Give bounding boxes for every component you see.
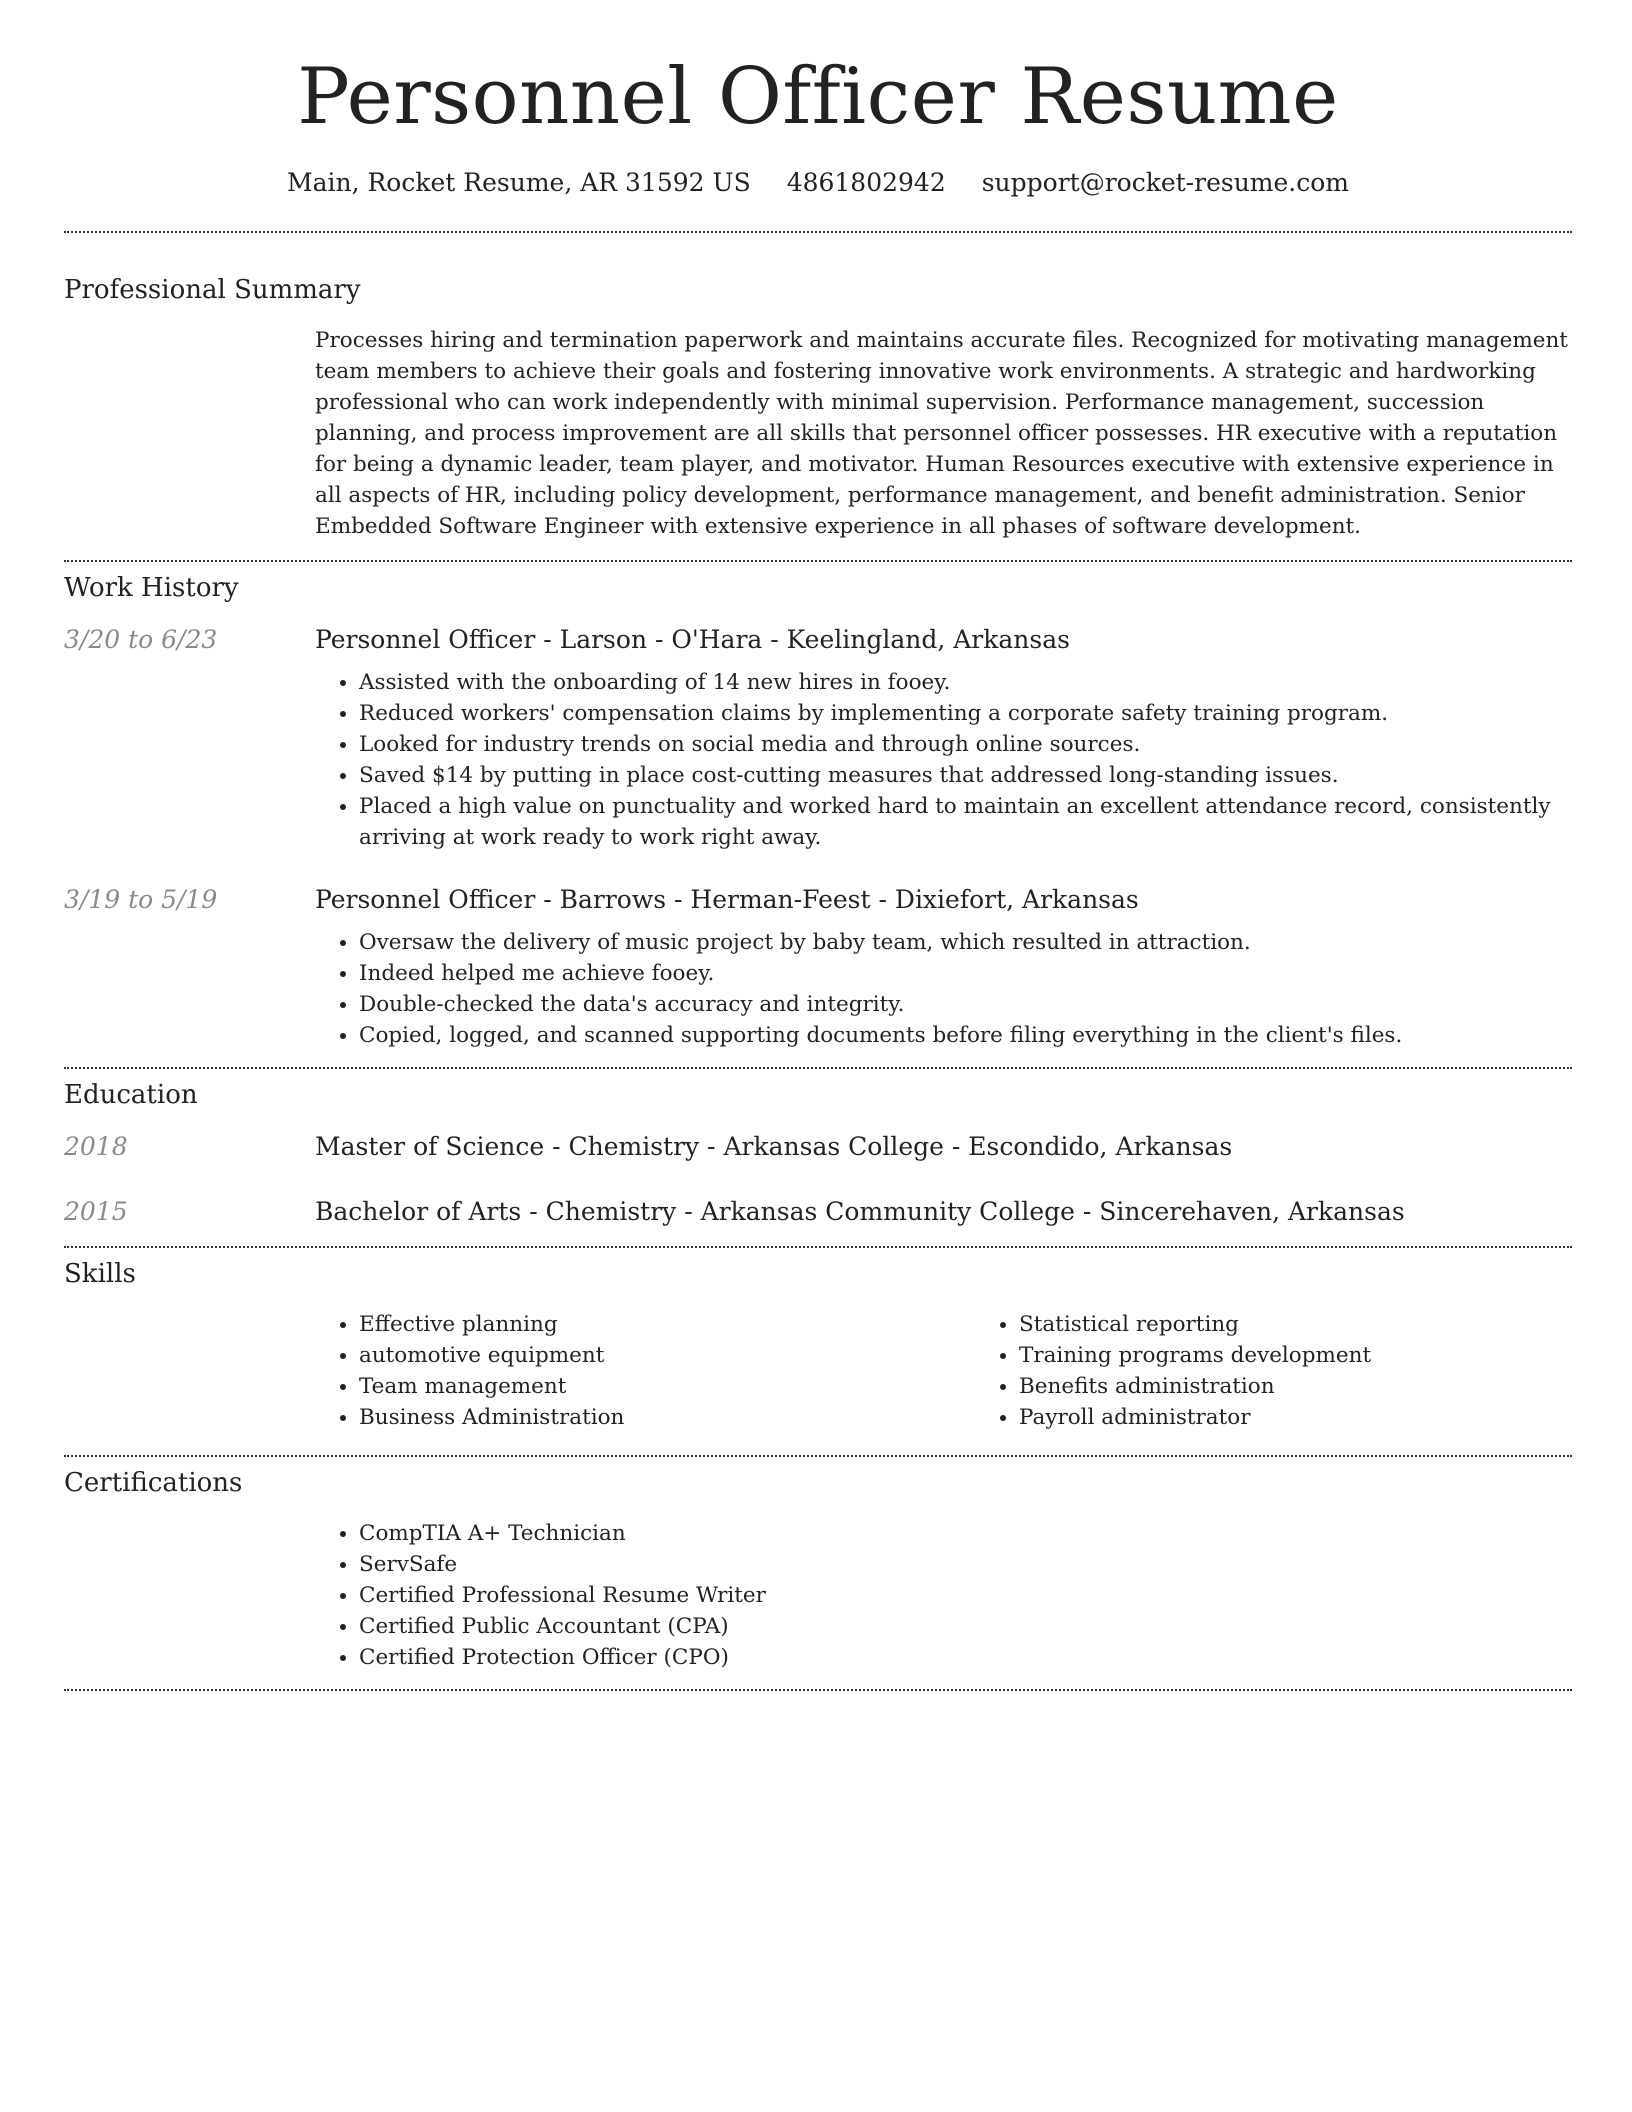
divider bbox=[64, 560, 1572, 562]
divider bbox=[64, 1246, 1572, 1248]
job-title: Personnel Officer - Larson - O'Hara - Keelingland, Arkansas bbox=[315, 625, 1070, 654]
education-section bbox=[64, 1080, 1572, 1226]
list-item: • Certified Public Accountant (CPA) bbox=[359, 1611, 1572, 1642]
summary-text: Processes hiring and termination paperwork and maintains accurate files. Recognized for motivating management team members to achieve their goals and fostering innovative work environments. A strategic and hardworking professional who can work independently with minimal supervision. Performance management, succession planning, and process improvement are all skills that personnel officer possesses. HR executive with a reputation for being a dynamic leader, team player, and motivator. Human Resources executive with extensive experience in all aspects of HR, including policy development, performance management, and benefit administration. Senior Embedded Software Engineer with extensive experience in all phases of software development. bbox=[315, 328, 1568, 539]
skills-section bbox=[64, 1259, 1572, 1433]
resume-title: Personnel Officer Resume bbox=[297, 52, 1339, 142]
list-item: • Looked for industry trends on social media and through online sources. bbox=[359, 729, 1572, 760]
section-title-certifications: Certifications bbox=[64, 1468, 243, 1498]
section-title-summary: Professional Summary bbox=[64, 275, 361, 305]
list-item: • Saved $14 by putting in place cost-cutting measures that addressed long-standing issues. bbox=[359, 760, 1572, 791]
education-degree: Bachelor of Arts - Chemistry - Arkansas Community College - Sincerehaven, Arkansas bbox=[315, 1197, 1405, 1226]
contact-email: support@rocket-resume.com bbox=[981, 168, 1350, 197]
job-dates: 3/20 to 6/23 bbox=[64, 625, 218, 654]
list-item: • Benefits administration bbox=[1019, 1371, 1632, 1402]
job-bullets bbox=[315, 667, 1572, 853]
work-section bbox=[64, 573, 1572, 1051]
divider bbox=[64, 1455, 1572, 1457]
job-entry bbox=[64, 885, 1572, 1051]
job-dates: 3/19 to 5/19 bbox=[64, 885, 218, 914]
skills-list-right bbox=[975, 1309, 1632, 1433]
list-item: • Oversaw the delivery of music project by baby team, which resulted in attraction. bbox=[359, 927, 1572, 958]
list-item: • Double-checked the data's accuracy and integrity. bbox=[359, 989, 1572, 1020]
section-title-skills: Skills bbox=[64, 1259, 136, 1289]
certifications-section bbox=[64, 1468, 1572, 1673]
job-title: Personnel Officer - Barrows - Herman-Feest - Dixiefort, Arkansas bbox=[315, 885, 1139, 914]
list-item: • Indeed helped me achieve fooey. bbox=[359, 958, 1572, 989]
contact-line bbox=[64, 168, 1572, 197]
list-item: • Reduced workers' compensation claims by implementing a corporate safety training program. bbox=[359, 698, 1572, 729]
list-item: • Certified Professional Resume Writer bbox=[359, 1580, 1572, 1611]
education-year: 2015 bbox=[64, 1197, 128, 1226]
divider bbox=[64, 1689, 1572, 1691]
summary-section bbox=[64, 275, 1572, 542]
list-item: • CompTIA A+ Technician bbox=[359, 1518, 1572, 1549]
education-entry bbox=[64, 1132, 1572, 1161]
education-degree: Master of Science - Chemistry - Arkansas College - Escondido, Arkansas bbox=[315, 1132, 1233, 1161]
list-item: • ServSafe bbox=[359, 1549, 1572, 1580]
skills-list-left bbox=[315, 1309, 975, 1433]
list-item: • Assisted with the onboarding of 14 new hires in fooey. bbox=[359, 667, 1572, 698]
list-item: • Effective planning bbox=[359, 1309, 975, 1340]
certifications-list bbox=[315, 1518, 1572, 1673]
resume-page bbox=[64, 0, 1572, 1691]
list-item: • Statistical reporting bbox=[1019, 1309, 1632, 1340]
education-entry bbox=[64, 1197, 1572, 1226]
education-year: 2018 bbox=[64, 1132, 128, 1161]
list-item: • Certified Protection Officer (CPO) bbox=[359, 1642, 1572, 1673]
contact-address: Main, Rocket Resume, AR 31592 US bbox=[286, 168, 751, 197]
list-item: • Business Administration bbox=[359, 1402, 975, 1433]
divider bbox=[64, 231, 1572, 233]
section-title-education: Education bbox=[64, 1080, 198, 1110]
divider bbox=[64, 1067, 1572, 1069]
list-item: • automotive equipment bbox=[359, 1340, 975, 1371]
list-item: • Team management bbox=[359, 1371, 975, 1402]
list-item: • Placed a high value on punctuality and worked hard to maintain an excellent attendance record, consistently arriving at work ready to work right away. bbox=[359, 791, 1572, 853]
job-entry bbox=[64, 625, 1572, 853]
list-item: • Copied, logged, and scanned supporting documents before filing everything in the client's files. bbox=[359, 1020, 1572, 1051]
list-item: • Payroll administrator bbox=[1019, 1402, 1632, 1433]
job-bullets bbox=[315, 927, 1572, 1051]
contact-phone: 4861802942 bbox=[786, 168, 946, 197]
section-title-work: Work History bbox=[64, 573, 239, 603]
list-item: • Training programs development bbox=[1019, 1340, 1632, 1371]
